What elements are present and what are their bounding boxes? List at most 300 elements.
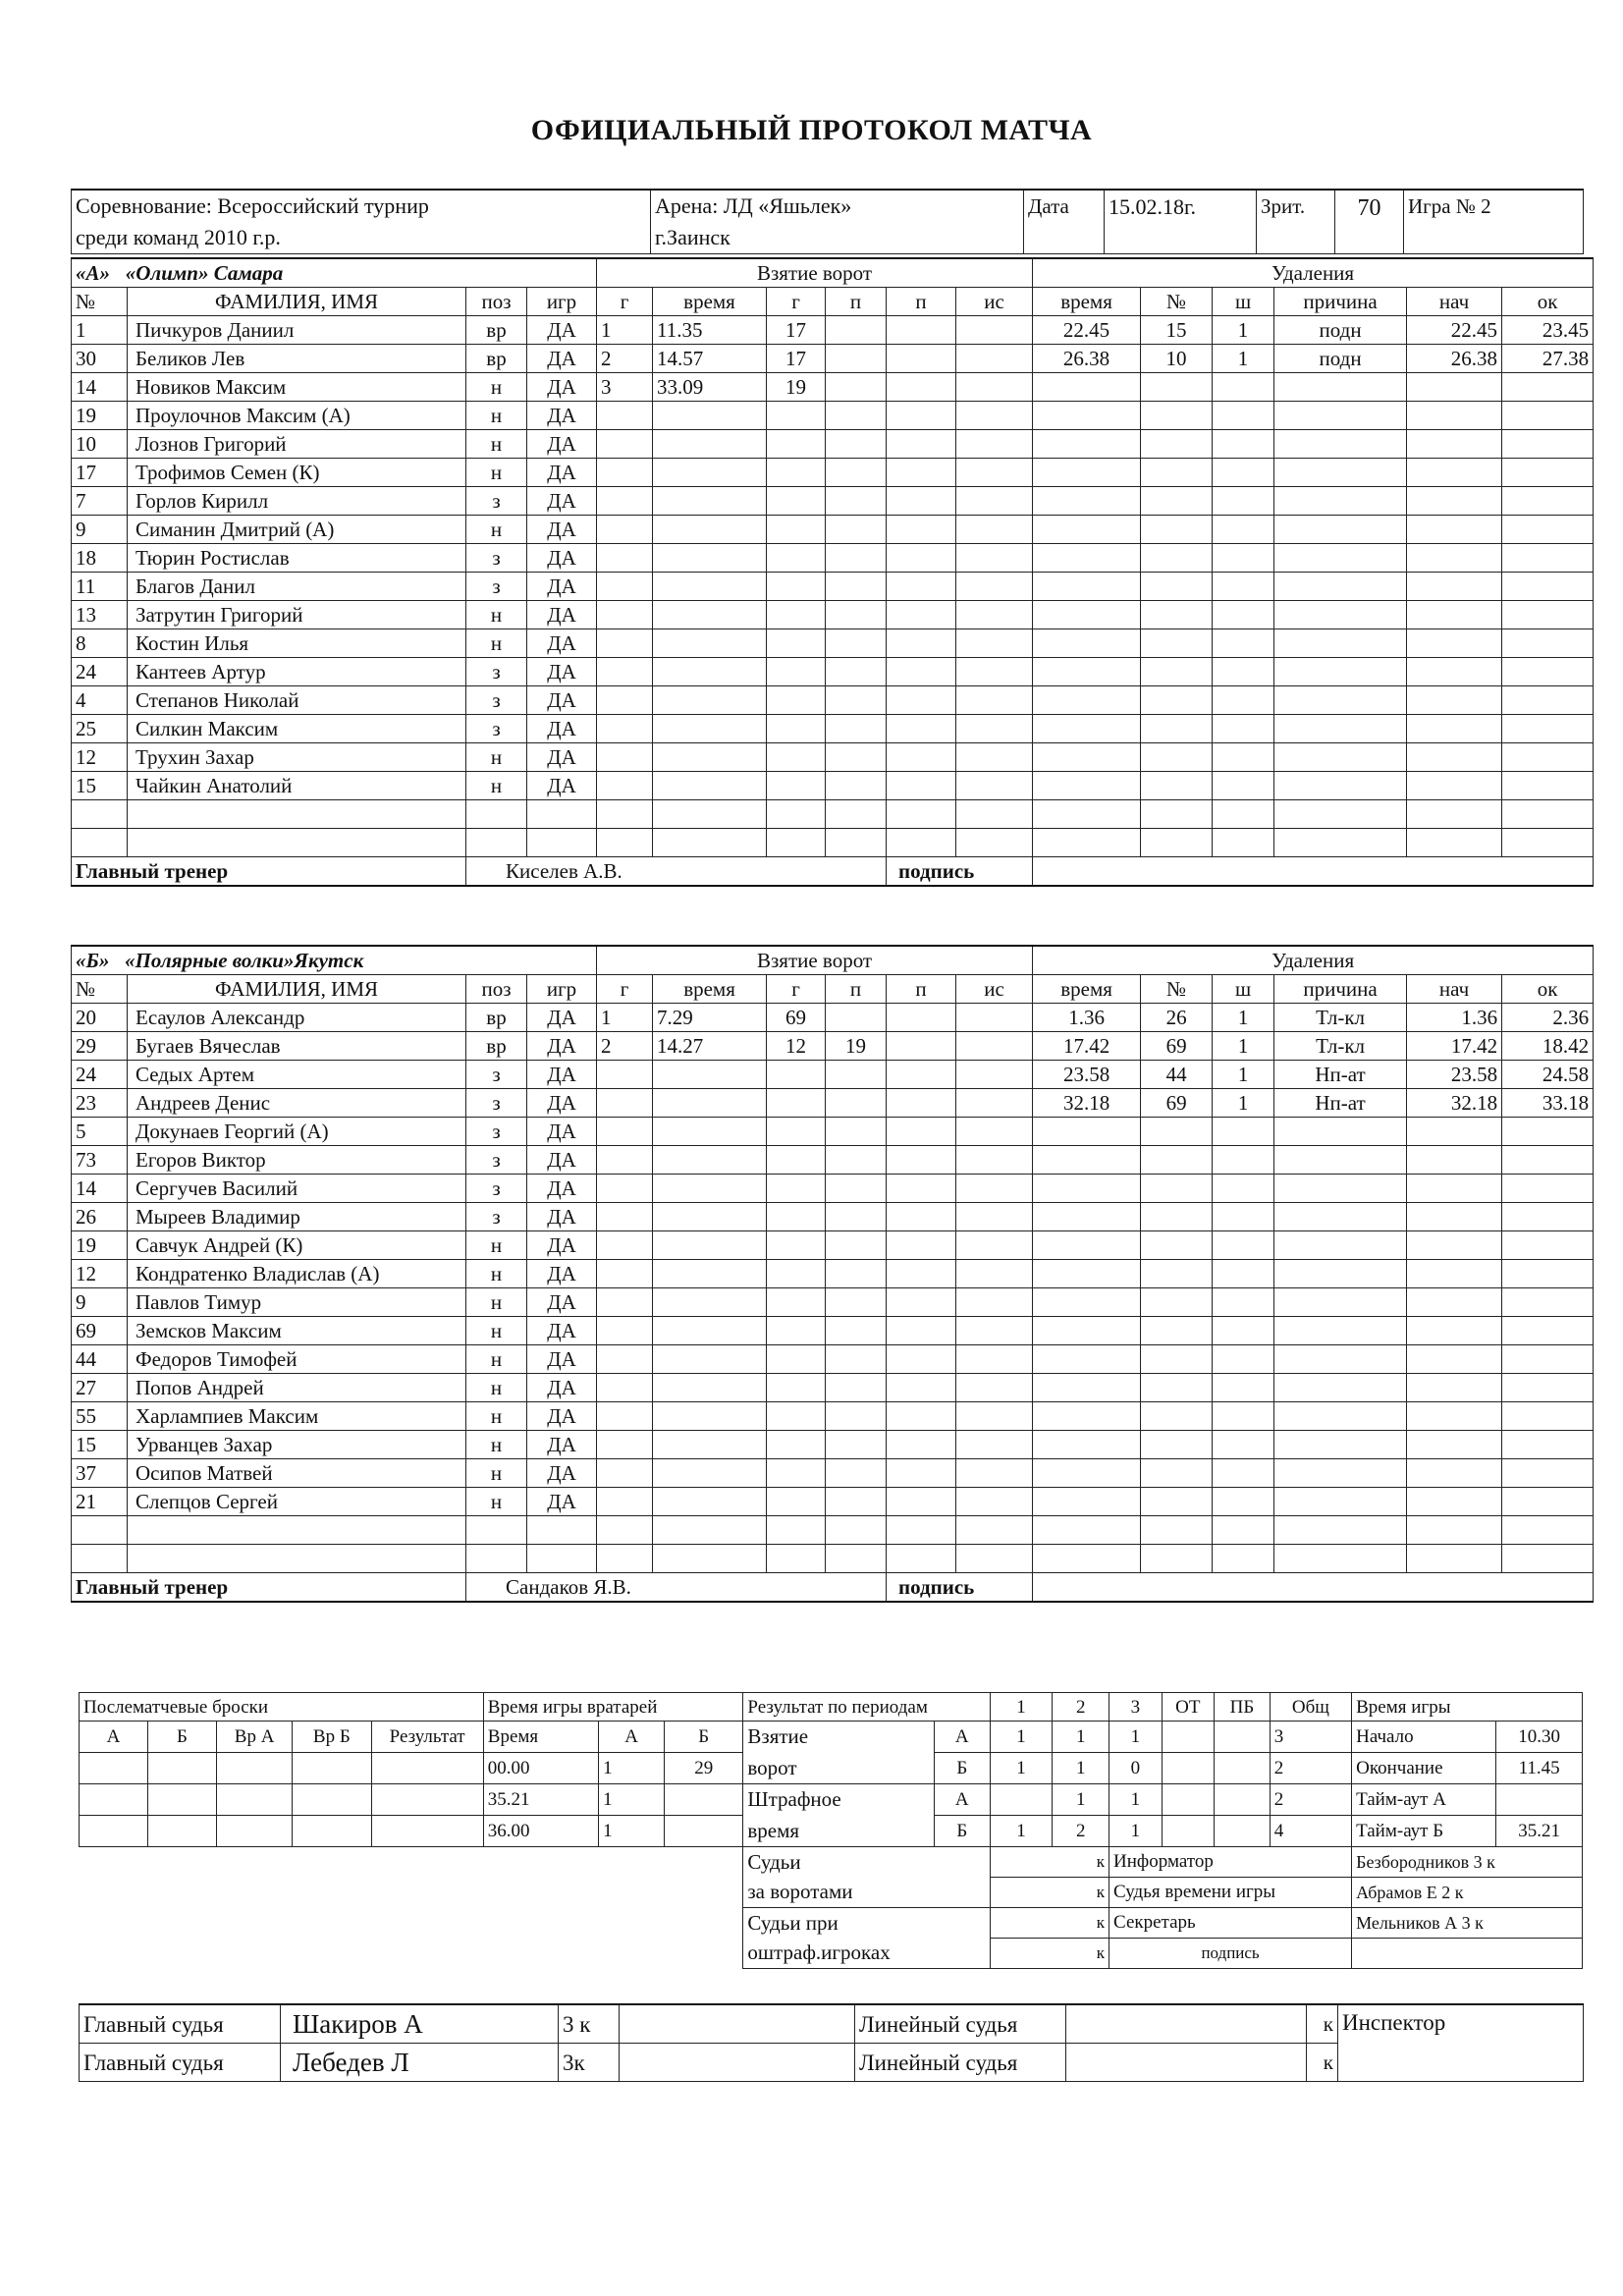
penalty-empty-cell	[1141, 1345, 1213, 1374]
date-label: Дата	[1024, 190, 1105, 253]
penalty-empty-cell	[1407, 402, 1502, 430]
penalty-empty-cell	[1033, 1516, 1141, 1545]
penalty-empty-cell	[1141, 1317, 1213, 1345]
goal-scorer: 17	[767, 345, 826, 373]
goal-empty-cell	[767, 715, 826, 743]
goal-situation	[956, 1004, 1033, 1032]
goal-empty-cell	[887, 459, 956, 487]
start-value: 10.30	[1496, 1722, 1583, 1753]
goal-empty-cell	[887, 1545, 956, 1573]
player-number: 26	[72, 1203, 128, 1231]
goal-empty-cell	[956, 487, 1033, 516]
goal-scorer: 17	[767, 316, 826, 345]
player-position	[466, 829, 527, 857]
period-col-ot: ОТ	[1162, 1693, 1215, 1722]
goals-b-p3: 0	[1109, 1753, 1163, 1784]
player-row	[72, 1203, 1594, 1231]
player-position: н	[466, 772, 527, 800]
goal-empty-cell	[653, 1146, 767, 1175]
goal-empty-cell	[887, 1061, 956, 1089]
goal-empty-cell	[956, 629, 1033, 658]
player-row	[72, 1089, 1594, 1118]
goal-empty-cell	[597, 1288, 653, 1317]
coach-name: Киселев А.В.	[466, 857, 887, 887]
penalty-empty-cell	[1502, 629, 1594, 658]
goal-empty-cell	[597, 516, 653, 544]
penalty-empty-cell	[1502, 800, 1594, 829]
timeout-a-label: Тайм-аут А	[1352, 1784, 1496, 1816]
goal-empty-cell	[653, 1516, 767, 1545]
goal-empty-cell	[597, 658, 653, 686]
gk-row2-a: 1	[599, 1784, 665, 1816]
penalty-player: 10	[1141, 345, 1213, 373]
goal-scorer: 19	[767, 373, 826, 402]
goal-empty-cell	[767, 402, 826, 430]
goal-empty-cell	[887, 1459, 956, 1488]
goal-empty-cell	[956, 772, 1033, 800]
player-name: Урванцев Захар	[128, 1431, 466, 1459]
penalty-start: 26.38	[1407, 345, 1502, 373]
goal-empty-cell	[653, 516, 767, 544]
penalty-empty-cell	[1141, 402, 1213, 430]
goal-empty-cell	[597, 1488, 653, 1516]
penalty-empty-cell	[1502, 544, 1594, 573]
penalty-empty-cell	[1033, 544, 1141, 573]
goal-empty-cell	[887, 715, 956, 743]
column-header: г	[767, 288, 826, 316]
player-played: ДА	[527, 1431, 597, 1459]
player-number: 44	[72, 1345, 128, 1374]
goal-empty-cell	[826, 1317, 887, 1345]
penalty-empty-cell	[1407, 1203, 1502, 1231]
player-position: з	[466, 686, 527, 715]
penalty-time: 26.38	[1033, 345, 1141, 373]
penalty-empty-cell	[1407, 772, 1502, 800]
column-header: ФАМИЛИЯ, ИМЯ	[128, 975, 466, 1004]
goal-time: 14.27	[653, 1032, 767, 1061]
penalty-empty-cell	[1407, 573, 1502, 601]
secretary-label: Секретарь	[1109, 1907, 1352, 1938]
shootout-col-a: А	[80, 1722, 148, 1753]
linesman-label-2: Линейный судья	[855, 2044, 1066, 2082]
arena-cell	[651, 190, 1024, 253]
player-name: Попов Андрей	[128, 1374, 466, 1402]
goal-empty-cell	[767, 1146, 826, 1175]
goal-empty-cell	[767, 829, 826, 857]
column-header: п	[887, 288, 956, 316]
goal-assist-1	[826, 1004, 887, 1032]
goal-empty-cell	[653, 629, 767, 658]
penalty-empty-cell	[1033, 430, 1141, 459]
player-position: вр	[466, 345, 527, 373]
goal-empty-cell	[956, 1317, 1033, 1345]
goal-empty-cell	[653, 1260, 767, 1288]
player-played: ДА	[527, 1288, 597, 1317]
goal-empty-cell	[597, 743, 653, 772]
penalty-reason: Тл-кл	[1274, 1004, 1407, 1032]
goal-empty-cell	[887, 658, 956, 686]
secretary-cat: 3 к	[1461, 1912, 1484, 1933]
penalty-empty-cell	[1033, 1260, 1141, 1288]
penalty-judge-1-cat: к	[990, 1907, 1109, 1938]
goal-empty-cell	[887, 544, 956, 573]
goal-empty-cell	[956, 715, 1033, 743]
pen-b-team: Б	[934, 1816, 990, 1847]
penalty-empty-cell	[1141, 516, 1213, 544]
penalty-time: 23.58	[1033, 1061, 1141, 1089]
player-row	[72, 345, 1594, 373]
player-number	[72, 1516, 128, 1545]
player-row	[72, 573, 1594, 601]
column-header: причина	[1274, 975, 1407, 1004]
goal-empty-cell	[887, 487, 956, 516]
goal-empty-cell	[653, 1061, 767, 1089]
penalty-empty-cell	[1141, 1203, 1213, 1231]
goal-empty-cell	[653, 1545, 767, 1573]
pen-b-total: 4	[1270, 1816, 1351, 1847]
column-header: время	[1033, 288, 1141, 316]
penalty-empty-cell	[1141, 800, 1213, 829]
player-position: з	[466, 544, 527, 573]
player-position: з	[466, 1203, 527, 1231]
penalty-empty-cell	[1274, 1459, 1407, 1488]
player-row	[72, 373, 1594, 402]
goal-empty-cell	[956, 601, 1033, 629]
penalty-empty-cell	[1213, 1260, 1274, 1288]
penalty-empty-cell	[1502, 686, 1594, 715]
penalty-empty-cell	[1502, 1231, 1594, 1260]
player-position: з	[466, 715, 527, 743]
goal-time: 7.29	[653, 1004, 767, 1032]
goal-empty-cell	[653, 573, 767, 601]
penalty-empty-cell	[1274, 1288, 1407, 1317]
player-played: ДА	[527, 743, 597, 772]
goal-empty-cell	[826, 1231, 887, 1260]
penalty-empty-cell	[1213, 1488, 1274, 1516]
player-name: Седых Артем	[128, 1061, 466, 1089]
player-name	[128, 829, 466, 857]
goals-a-pb	[1215, 1722, 1271, 1753]
player-row	[72, 1032, 1594, 1061]
gk-time-label: Время игры вратарей	[483, 1693, 743, 1722]
competition-line1: Всероссийский турнир	[217, 193, 429, 218]
linesman-label-1: Линейный судья	[855, 2004, 1066, 2044]
team-title-row	[72, 946, 1594, 975]
player-number: 21	[72, 1488, 128, 1516]
coach-signature-label: подпись	[887, 857, 1033, 887]
goal-empty-cell	[653, 743, 767, 772]
player-row	[72, 743, 1594, 772]
goal-empty-cell	[956, 800, 1033, 829]
periods-label: Результат по периодам	[743, 1693, 990, 1722]
column-header: ис	[956, 288, 1033, 316]
secretary-name	[1352, 1907, 1583, 1938]
pen-a-pb	[1215, 1784, 1271, 1816]
goal-empty-cell	[767, 430, 826, 459]
timekeeper-name	[1352, 1877, 1583, 1907]
player-row	[72, 1146, 1594, 1175]
penalty-empty-cell	[1213, 1402, 1274, 1431]
penalty-empty-cell	[1407, 658, 1502, 686]
penalty-empty-cell	[1141, 1488, 1213, 1516]
goal-empty-cell	[826, 544, 887, 573]
penalty-empty-cell	[1502, 1288, 1594, 1317]
goal-empty-cell	[826, 402, 887, 430]
goal-empty-cell	[887, 1516, 956, 1545]
goals-b-team: Б	[934, 1753, 990, 1784]
coach-signature-field	[1033, 857, 1594, 887]
player-name: Проулочнов Максим (А)	[128, 402, 466, 430]
column-header: поз	[466, 288, 527, 316]
player-name	[128, 1545, 466, 1573]
goal-empty-cell	[887, 1374, 956, 1402]
column-header: г	[597, 288, 653, 316]
goal-empty-cell	[597, 1516, 653, 1545]
penalty-empty-cell	[1213, 743, 1274, 772]
player-row	[72, 1516, 1594, 1545]
player-played: ДА	[527, 430, 597, 459]
column-header: нач	[1407, 288, 1502, 316]
player-number	[72, 800, 128, 829]
player-row	[72, 1374, 1594, 1402]
period-col-1: 1	[990, 1693, 1053, 1722]
player-row	[72, 1260, 1594, 1288]
penalty-empty-cell	[1407, 800, 1502, 829]
player-row	[72, 658, 1594, 686]
goal-empty-cell	[956, 1459, 1033, 1488]
penalty-player: 69	[1141, 1089, 1213, 1118]
goal-empty-cell	[956, 1231, 1033, 1260]
goal-empty-cell	[956, 430, 1033, 459]
penalty-empty-cell	[1274, 1345, 1407, 1374]
pen-b-p1: 1	[990, 1816, 1053, 1847]
penalty-empty-cell	[1407, 1374, 1502, 1402]
player-row	[72, 459, 1594, 487]
goal-situation	[956, 316, 1033, 345]
goal-empty-cell	[653, 1231, 767, 1260]
player-row	[72, 1004, 1594, 1032]
player-played: ДА	[527, 1089, 597, 1118]
goal-assist-1	[826, 316, 887, 345]
goal-empty-cell	[653, 430, 767, 459]
player-name: Федоров Тимофей	[128, 1345, 466, 1374]
goal-empty-cell	[767, 1459, 826, 1488]
goal-empty-cell	[826, 772, 887, 800]
shootout-label: Послематчевые броски	[80, 1693, 484, 1722]
player-position	[466, 1545, 527, 1573]
goals-row-label	[743, 1722, 935, 1784]
penalty-empty-cell	[1274, 658, 1407, 686]
penalty-empty-cell	[1502, 715, 1594, 743]
goal-empty-cell	[767, 743, 826, 772]
goal-empty-cell	[767, 487, 826, 516]
goal-assist-2	[887, 345, 956, 373]
competition-label: Соревнование:	[76, 193, 212, 218]
goal-empty-cell	[597, 430, 653, 459]
column-header: ш	[1213, 975, 1274, 1004]
goal-situation	[956, 373, 1033, 402]
column-header: г	[597, 975, 653, 1004]
goal-empty-cell	[956, 1545, 1033, 1573]
player-number: 14	[72, 1175, 128, 1203]
goal-empty-cell	[597, 1061, 653, 1089]
goal-empty-cell	[826, 1516, 887, 1545]
goal-empty-cell	[956, 1488, 1033, 1516]
penalty-empty-cell	[1502, 1118, 1594, 1146]
chief-referee-1-cat: 3 к	[559, 2004, 620, 2044]
player-position: н	[466, 516, 527, 544]
player-played: ДА	[527, 601, 597, 629]
coach-row	[72, 857, 1594, 887]
penalty-empty-cell	[1502, 658, 1594, 686]
goals-label-1: Взятие	[747, 1724, 809, 1748]
penalty-empty-cell	[1033, 1175, 1141, 1203]
player-row	[72, 715, 1594, 743]
penalty-empty-cell	[1213, 658, 1274, 686]
player-row	[72, 1231, 1594, 1260]
inspector-label: Инспектор	[1338, 2004, 1584, 2082]
goal-empty-cell	[956, 1203, 1033, 1231]
gk-row3-a: 1	[599, 1816, 665, 1847]
penalty-start: 22.45	[1407, 316, 1502, 345]
penalty-empty-cell	[1502, 1260, 1594, 1288]
goal-empty-cell	[956, 1431, 1033, 1459]
team-label: «А»	[76, 260, 111, 285]
player-row	[72, 1061, 1594, 1089]
goal-empty-cell	[826, 1118, 887, 1146]
penalty-empty-cell	[1141, 1374, 1213, 1402]
player-row	[72, 1345, 1594, 1374]
goal-empty-cell	[956, 1175, 1033, 1203]
goal-empty-cell	[767, 459, 826, 487]
goal-empty-cell	[597, 487, 653, 516]
player-position: н	[466, 1260, 527, 1288]
goal-empty-cell	[826, 1402, 887, 1431]
player-number: 17	[72, 459, 128, 487]
goal-empty-cell	[597, 629, 653, 658]
goal-empty-cell	[826, 658, 887, 686]
penalty-end: 27.38	[1502, 345, 1594, 373]
goal-empty-cell	[597, 601, 653, 629]
penalty-empty-cell	[1274, 373, 1407, 402]
penalty-empty-cell	[1033, 715, 1141, 743]
goal-empty-cell	[826, 487, 887, 516]
penalty-empty-cell	[1141, 487, 1213, 516]
penalty-empty-cell	[1213, 1431, 1274, 1459]
column-header: ок	[1502, 975, 1594, 1004]
goal-empty-cell	[956, 1288, 1033, 1317]
goal-assist-1	[826, 345, 887, 373]
goal-number: 2	[597, 345, 653, 373]
penalty-empty-cell	[1502, 1203, 1594, 1231]
player-name: Харлампиев Максим	[128, 1402, 466, 1431]
goal-empty-cell	[767, 1175, 826, 1203]
player-row	[72, 829, 1594, 857]
player-name: Благов Данил	[128, 573, 466, 601]
column-header: г	[767, 975, 826, 1004]
penalty-reason: подн	[1274, 316, 1407, 345]
penalty-empty-cell	[1274, 743, 1407, 772]
goal-empty-cell	[887, 430, 956, 459]
penalty-empty-cell	[1274, 686, 1407, 715]
player-name: Кондратенко Владислав (А)	[128, 1260, 466, 1288]
player-played: ДА	[527, 1231, 597, 1260]
competition-cell	[72, 190, 651, 253]
penalty-empty-cell	[1141, 373, 1213, 402]
penalty-minutes: 1	[1213, 1089, 1274, 1118]
player-number: 13	[72, 601, 128, 629]
player-played: ДА	[527, 1175, 597, 1203]
penalty-empty-cell	[1274, 1431, 1407, 1459]
goal-empty-cell	[887, 1146, 956, 1175]
player-name: Затрутин Григорий	[128, 601, 466, 629]
penalty-minutes: 1	[1213, 345, 1274, 373]
period-col-3: 3	[1109, 1693, 1163, 1722]
player-number: 5	[72, 1118, 128, 1146]
goal-empty-cell	[767, 1118, 826, 1146]
goal-empty-cell	[956, 544, 1033, 573]
penalty-empty-cell	[1407, 601, 1502, 629]
goal-number: 1	[597, 316, 653, 345]
player-played: ДА	[527, 1032, 597, 1061]
goal-empty-cell	[887, 629, 956, 658]
player-name: Чайкин Анатолий	[128, 772, 466, 800]
pen-b-pb	[1215, 1816, 1271, 1847]
column-header: ок	[1502, 288, 1594, 316]
player-played: ДА	[527, 1118, 597, 1146]
penalty-empty-cell	[1407, 1431, 1502, 1459]
player-played: ДА	[527, 345, 597, 373]
player-played: ДА	[527, 402, 597, 430]
player-name: Горлов Кирилл	[128, 487, 466, 516]
penalty-empty-cell	[1213, 1175, 1274, 1203]
player-row	[72, 430, 1594, 459]
penalty-empty-cell	[1502, 1402, 1594, 1431]
goal-empty-cell	[767, 772, 826, 800]
player-name: Земсков Максим	[128, 1317, 466, 1345]
informer-value: Безбородников	[1356, 1851, 1470, 1872]
goal-empty-cell	[956, 1345, 1033, 1374]
goal-empty-cell	[653, 1402, 767, 1431]
penalty-empty-cell	[1407, 1118, 1502, 1146]
penalty-end: 23.45	[1502, 316, 1594, 345]
penalty-empty-cell	[1274, 1545, 1407, 1573]
player-played: ДА	[527, 715, 597, 743]
penalty-empty-cell	[1407, 629, 1502, 658]
penalty-empty-cell	[1213, 1317, 1274, 1345]
player-name: Костин Илья	[128, 629, 466, 658]
goal-empty-cell	[887, 772, 956, 800]
column-header-row	[72, 975, 1594, 1004]
player-name: Лознов Григорий	[128, 430, 466, 459]
penalty-empty-cell	[1502, 1317, 1594, 1345]
goal-empty-cell	[887, 1231, 956, 1260]
end-label: Окончание	[1352, 1753, 1496, 1784]
penalty-empty-cell	[1141, 1402, 1213, 1431]
player-position: н	[466, 1317, 527, 1345]
team-title	[72, 258, 597, 288]
gk-row2-time: 35.21	[483, 1784, 598, 1816]
goal-empty-cell	[767, 1288, 826, 1317]
penalty-empty-cell	[1502, 1516, 1594, 1545]
goal-empty-cell	[653, 1317, 767, 1345]
goal-empty-cell	[826, 1431, 887, 1459]
column-header: №	[72, 975, 128, 1004]
penalty-empty-cell	[1407, 1231, 1502, 1260]
player-played: ДА	[527, 516, 597, 544]
goal-empty-cell	[597, 1317, 653, 1345]
chief-referee-2-cat: 3к	[559, 2044, 620, 2082]
